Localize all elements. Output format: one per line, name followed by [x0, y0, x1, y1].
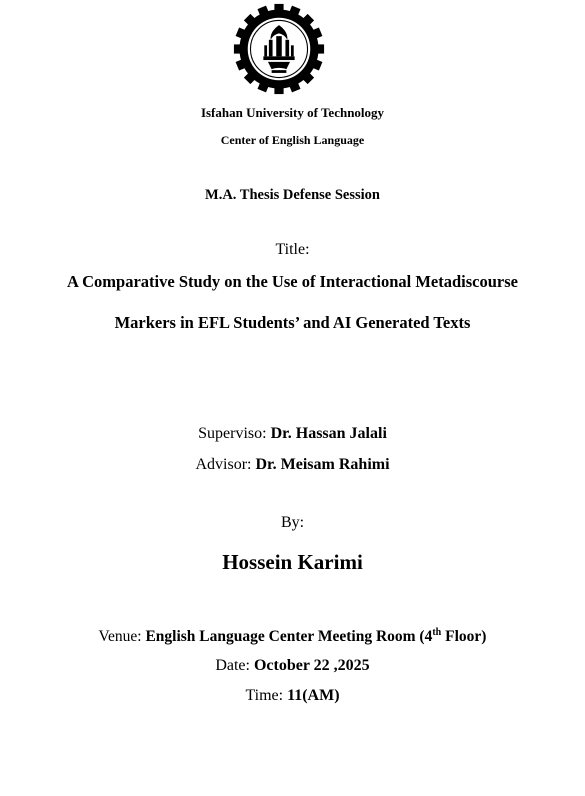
time-line — [0, 688, 585, 704]
advisor-line — [0, 457, 585, 473]
author-name: Hossein Karimi — [222, 550, 363, 574]
date-label: Date: — [215, 657, 250, 674]
university-name: Isfahan University of Technology — [200, 105, 385, 120]
supervisor-line — [0, 426, 585, 442]
thesis-title-line-1: A Comparative Study on the Use of Interactional Metadiscourse — [67, 272, 518, 291]
venue-line — [0, 626, 585, 645]
date-line — [0, 658, 585, 674]
advisor-name: Dr. Meisam Rahimi — [255, 456, 390, 473]
title-label: Title: — [275, 241, 310, 258]
center-name: Center of English Language — [220, 133, 365, 147]
advisor-label: Advisor: — [195, 456, 252, 473]
session-title: M.A. Thesis Defense Session — [205, 187, 380, 203]
supervisor-label: Superviso: — [198, 425, 267, 442]
thesis-title-line-2: Markers in EFL Students’ and AI Generated Texts — [114, 313, 471, 332]
venue-value: English Language Center Meeting Room (4th Floor) — [145, 626, 487, 645]
time-value: 11(AM) — [287, 687, 340, 704]
supervisor-name: Dr. Hassan Jalali — [270, 425, 387, 442]
university-logo — [233, 3, 325, 95]
by-label: By: — [280, 514, 305, 531]
venue-label: Venue: — [98, 628, 142, 645]
time-label: Time: — [245, 687, 284, 704]
date-value: October 22 ,2025 — [253, 657, 370, 674]
